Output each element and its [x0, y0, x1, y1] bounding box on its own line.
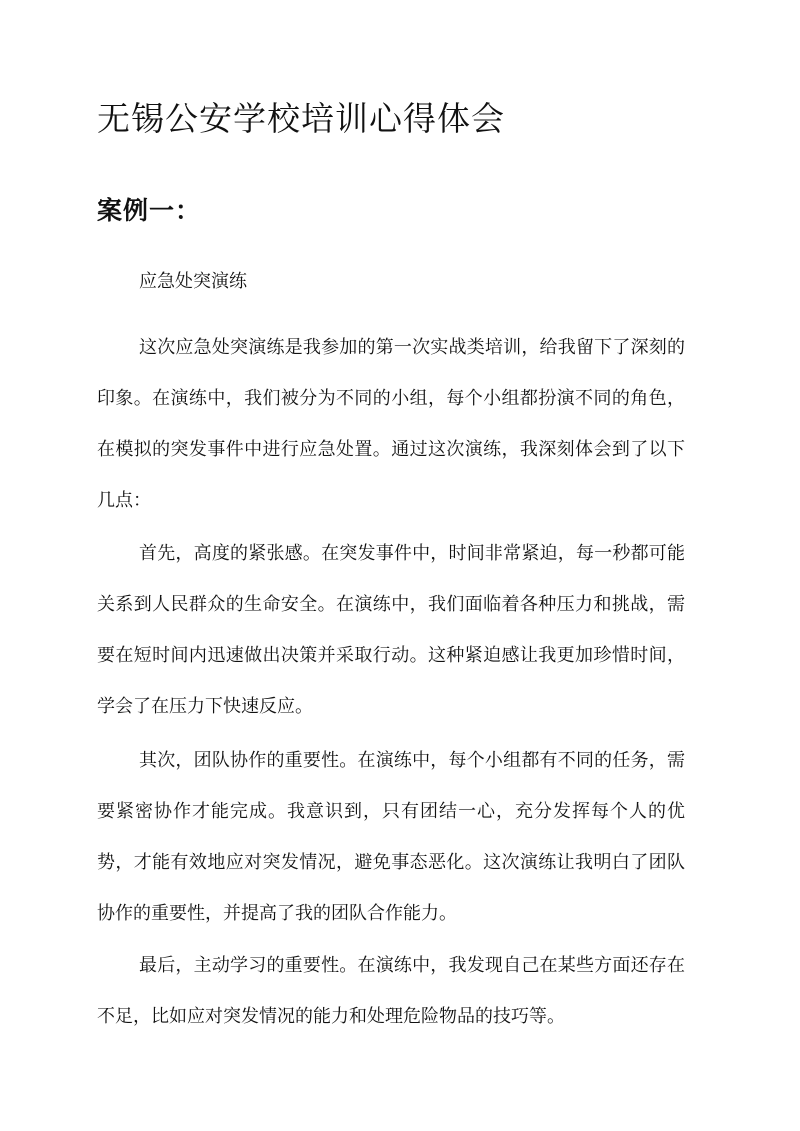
paragraph-first-point: 首先，高度的紧张感。在突发事件中，时间非常紧迫，每一秒都可能关系到人民群众的生命安全。在演练中，我们面临着各种压力和挑战，需要在短时间内迅速做出决策并采取行动。这种紧迫感让我更加珍惜时间，学会了在压力下快速反应。	[97, 543, 685, 717]
case-heading: 案例一：	[97, 196, 202, 225]
paragraph-intro: 这次应急处突演练是我参加的第一次实战类培训，给我留下了深刻的印象。在演练中，我们被分为不同的小组，每个小组都扮演不同的角色，在模拟的突发事件中进行应急处置。通过这次演练，我深刻体会到了以下几点：	[97, 337, 685, 511]
paragraph-last-point: 最后，主动学习的重要性。在演练中，我发现自己在某些方面还存在不足，比如应对突发情况的能力和处理危险物品的技巧等。	[97, 955, 685, 1027]
section-subtitle: 应急处突演练	[139, 271, 247, 292]
paragraph-second-point: 其次，团队协作的重要性。在演练中，每个小组都有不同的任务，需要紧密协作才能完成。我意识到，只有团结一心，充分发挥每个人的优势，才能有效地应对突发情况，避免事态恶化。这次演练让我明白了团队协作的重要性，并提高了我的团队合作能力。	[97, 750, 685, 924]
document-title: 无锡公安学校培训心得体会	[97, 99, 505, 138]
